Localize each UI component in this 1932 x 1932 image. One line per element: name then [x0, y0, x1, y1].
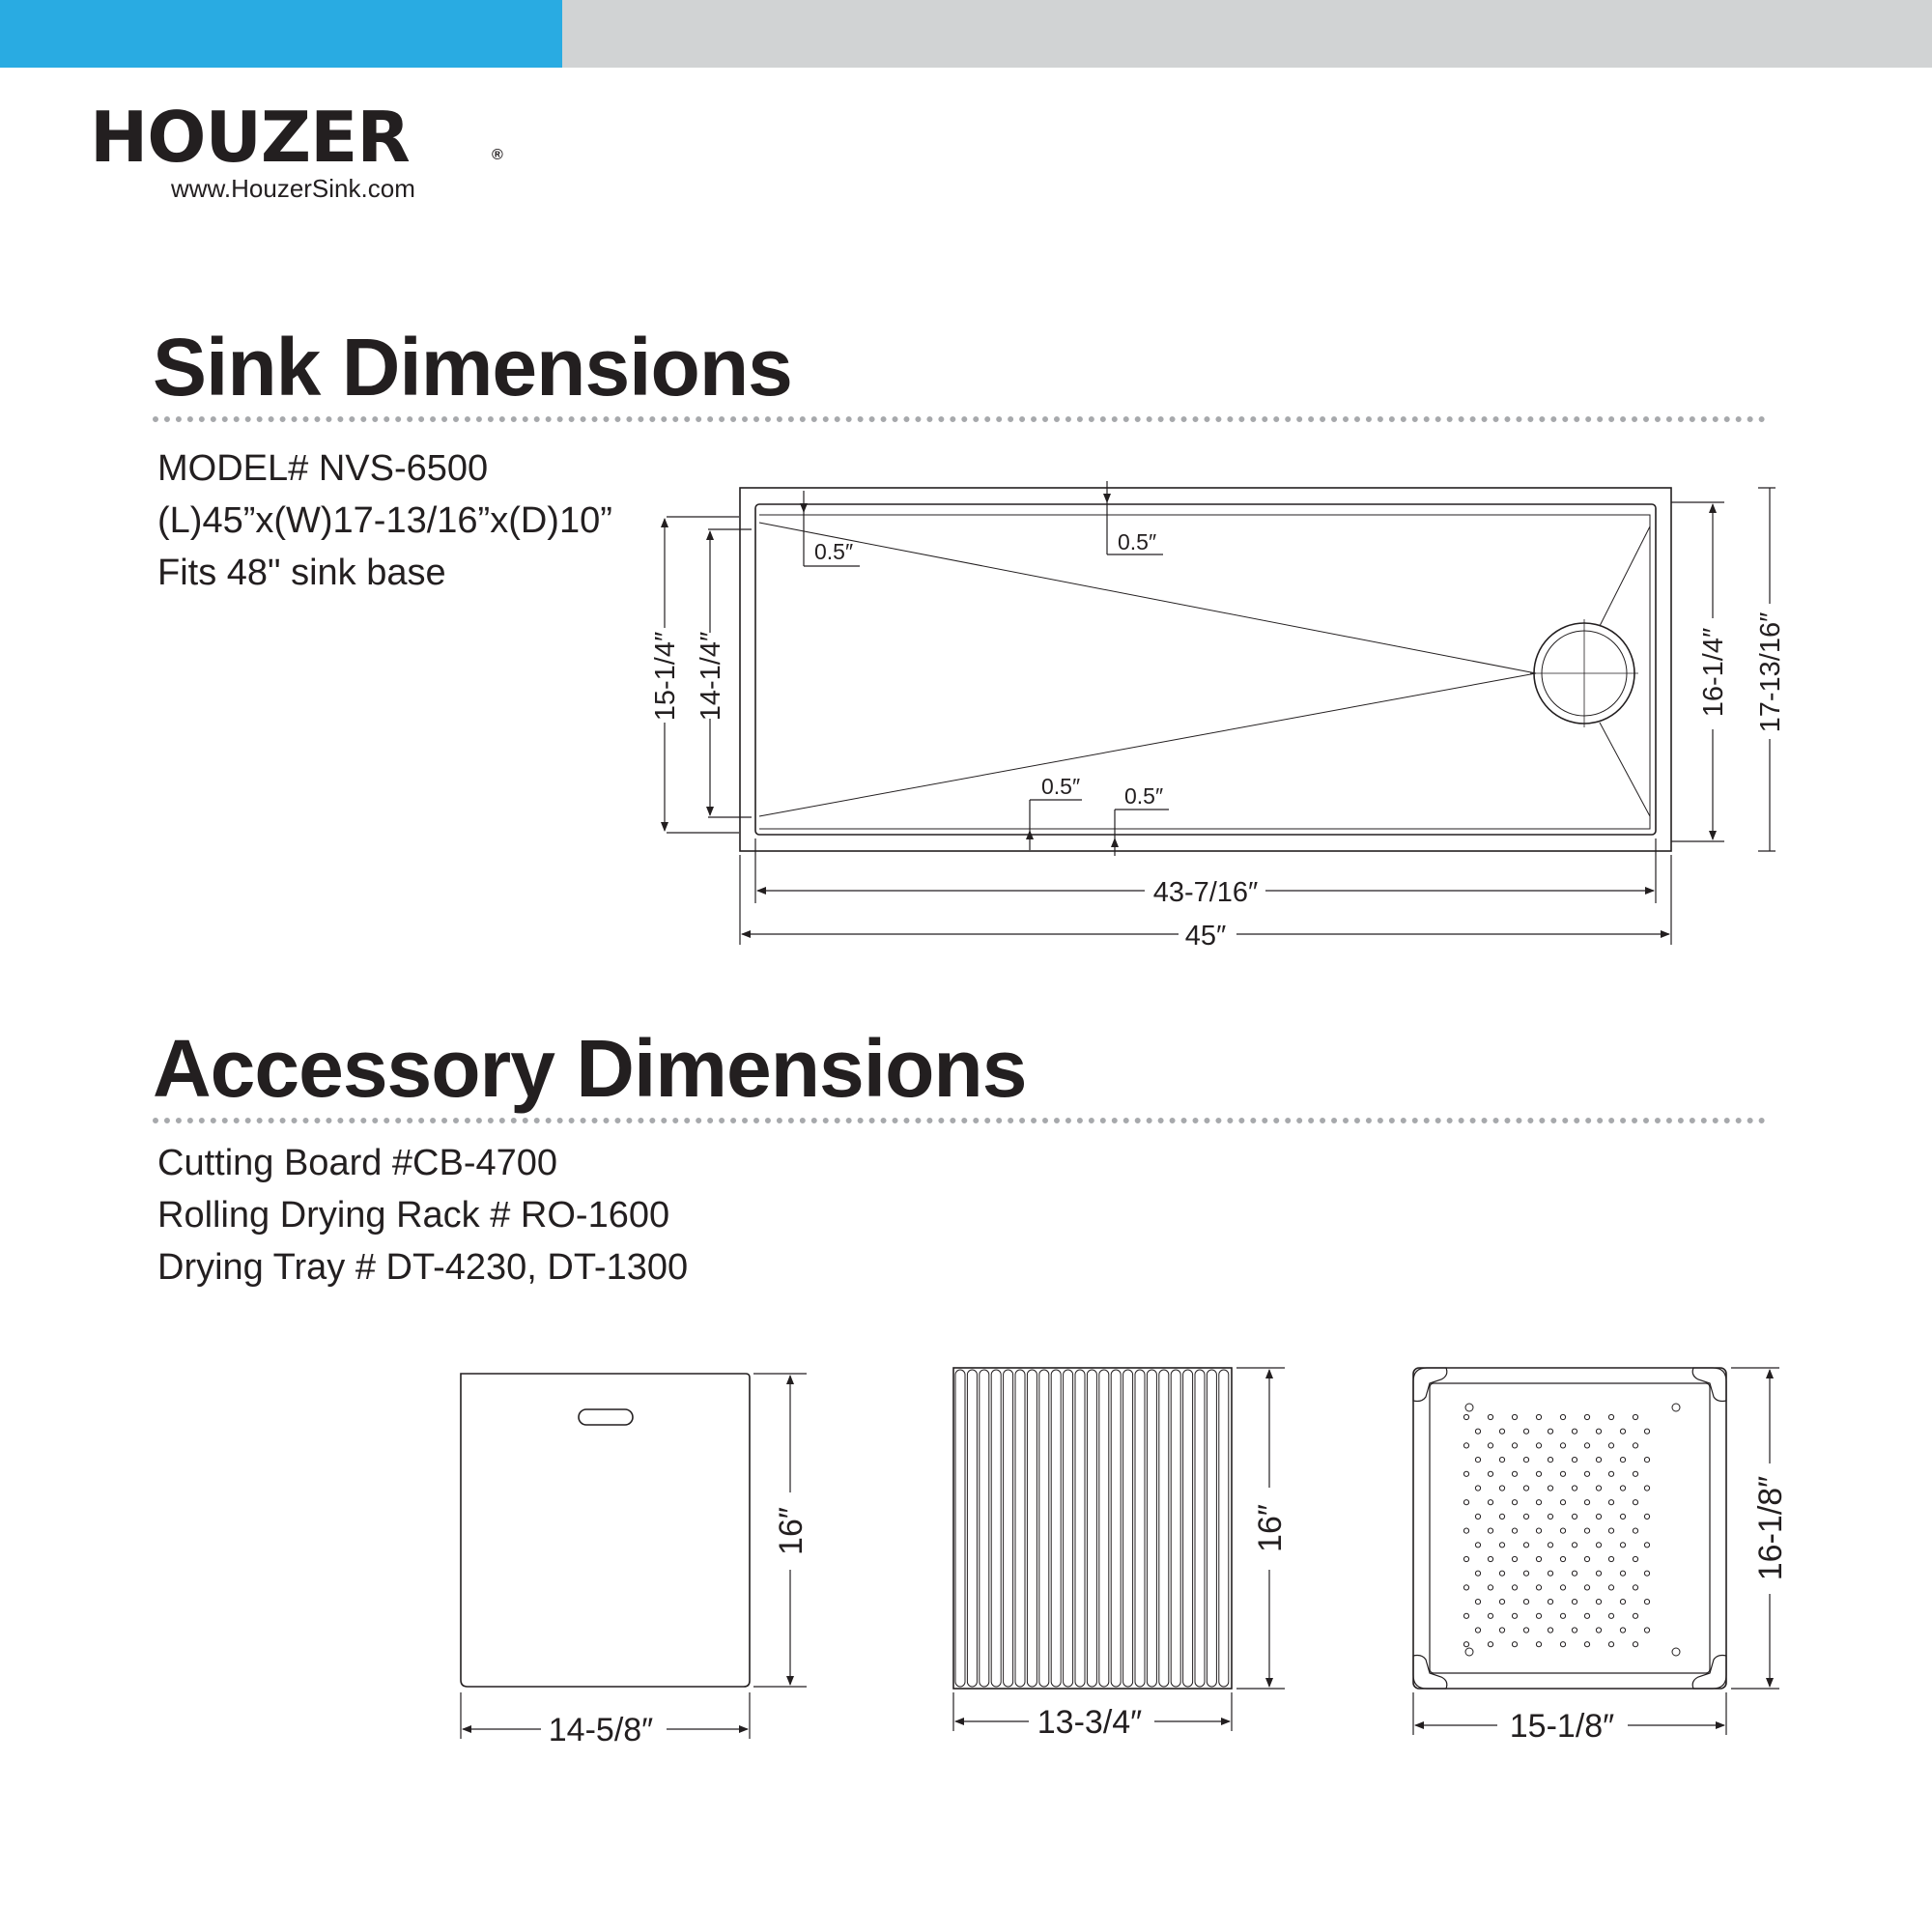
tray-corner-hole: [1465, 1648, 1473, 1656]
rack-bar: [1207, 1370, 1216, 1687]
drying-tray-height-label: 16-1/8″: [1752, 1475, 1789, 1581]
tray-hole: [1512, 1500, 1517, 1505]
sink-base-line: Fits 48" sink base: [157, 553, 446, 593]
tray-hole: [1596, 1571, 1601, 1576]
tray-corner-hole: [1672, 1648, 1680, 1656]
tray-hole: [1572, 1543, 1577, 1548]
tray-hole: [1548, 1628, 1552, 1633]
rolling-rack-drawing: [953, 1368, 1232, 1689]
tray-hole: [1548, 1458, 1552, 1463]
slope-label-bottom-mid: 0.5″: [1041, 774, 1081, 799]
tray-hole: [1620, 1458, 1625, 1463]
tray-hole: [1536, 1613, 1541, 1618]
tray-hole: [1596, 1514, 1601, 1519]
tray-hole: [1523, 1514, 1528, 1519]
tray-hole: [1548, 1429, 1552, 1434]
tray-hole: [1488, 1585, 1492, 1590]
tray-hole: [1572, 1628, 1577, 1633]
rack-bar: [1051, 1370, 1061, 1687]
tray-hole: [1548, 1600, 1552, 1605]
right-outer-height-label: 17-13/16″: [1755, 611, 1786, 733]
outer-length-label: 45″: [1184, 921, 1227, 952]
tray-hole: [1475, 1486, 1480, 1491]
tray-hole: [1523, 1486, 1528, 1491]
tray-hole: [1572, 1600, 1577, 1605]
slope-label-top-left: 0.5″: [814, 539, 854, 564]
rack-bar: [1111, 1370, 1121, 1687]
rack-bar: [1135, 1370, 1145, 1687]
tray-hole: [1536, 1471, 1541, 1476]
tray-hole: [1584, 1556, 1589, 1561]
registered-mark: ®: [492, 147, 503, 163]
tray-hole: [1608, 1642, 1613, 1647]
slope-indicators: [804, 481, 1169, 856]
rack-bar: [1159, 1370, 1169, 1687]
tray-hole: [1512, 1528, 1517, 1533]
tray-hole: [1463, 1642, 1468, 1647]
tray-hole: [1620, 1543, 1625, 1548]
tray-hole: [1488, 1443, 1492, 1448]
tray-hole: [1644, 1543, 1649, 1548]
tray-corner-hole: [1465, 1404, 1473, 1411]
tray-hole: [1463, 1471, 1468, 1476]
tray-hole: [1608, 1613, 1613, 1618]
drying-tray-dimensions: [1413, 1368, 1779, 1735]
tray-hole: [1523, 1600, 1528, 1605]
tray-hole: [1620, 1600, 1625, 1605]
tray-hole: [1633, 1613, 1637, 1618]
tray-hole: [1560, 1556, 1565, 1561]
rolling-rack-width-label: 13-3/4″: [1037, 1704, 1143, 1741]
tray-hole: [1584, 1642, 1589, 1647]
tray-hole: [1584, 1443, 1589, 1448]
tray-hole: [1488, 1528, 1492, 1533]
accessory-section-title: Accessory Dimensions: [153, 1023, 1027, 1114]
tray-hole: [1560, 1613, 1565, 1618]
tray-hole: [1596, 1458, 1601, 1463]
tray-hole: [1608, 1585, 1613, 1590]
tray-hole: [1475, 1514, 1480, 1519]
tray-hole: [1572, 1429, 1577, 1434]
tray-hole: [1620, 1571, 1625, 1576]
drying-rack-line: Rolling Drying Rack # RO-1600: [157, 1195, 670, 1236]
tray-hole: [1560, 1585, 1565, 1590]
tray-hole: [1633, 1471, 1637, 1476]
tray-hole: [1633, 1443, 1637, 1448]
rack-bar: [1183, 1370, 1193, 1687]
tray-hole: [1523, 1628, 1528, 1633]
rack-bar: [1027, 1370, 1037, 1687]
drying-tray-inner: [1430, 1383, 1710, 1673]
cutting-board-dimensions: [461, 1374, 807, 1739]
tray-hole: [1560, 1500, 1565, 1505]
tray-hole: [1596, 1486, 1601, 1491]
cutting-board-line: Cutting Board #CB-4700: [157, 1143, 558, 1183]
tray-hole: [1608, 1471, 1613, 1476]
tray-hole: [1499, 1600, 1504, 1605]
tray-hole: [1644, 1628, 1649, 1633]
tray-hole: [1488, 1556, 1492, 1561]
rack-bar: [1064, 1370, 1073, 1687]
tray-hole: [1548, 1571, 1552, 1576]
cutting-board-outline: [461, 1374, 750, 1687]
sink-model-line: MODEL# NVS-6500: [157, 448, 489, 489]
tray-hole: [1536, 1556, 1541, 1561]
tray-hole: [1620, 1486, 1625, 1491]
tray-hole: [1536, 1500, 1541, 1505]
sink-outer-rim: [740, 488, 1671, 851]
tray-hole: [1644, 1486, 1649, 1491]
tray-hole: [1463, 1528, 1468, 1533]
tray-hole: [1523, 1458, 1528, 1463]
tray-hole: [1475, 1429, 1480, 1434]
tray-hole: [1548, 1486, 1552, 1491]
rack-bar: [991, 1370, 1001, 1687]
rolling-rack-outline: [953, 1368, 1232, 1689]
tray-hole: [1644, 1571, 1649, 1576]
tray-hole: [1499, 1514, 1504, 1519]
tray-hole: [1596, 1600, 1601, 1605]
tray-hole: [1572, 1514, 1577, 1519]
tray-hole: [1572, 1486, 1577, 1491]
slope-label-top-mid: 0.5″: [1118, 529, 1157, 554]
tray-hole: [1596, 1628, 1601, 1633]
tray-hole: [1523, 1543, 1528, 1548]
tray-hole: [1608, 1443, 1613, 1448]
tray-hole: [1584, 1500, 1589, 1505]
tray-hole: [1512, 1642, 1517, 1647]
tray-hole: [1499, 1628, 1504, 1633]
tray-hole: [1633, 1642, 1637, 1647]
tray-hole: [1488, 1414, 1492, 1419]
drying-tray-perforations: [1463, 1404, 1680, 1656]
sink-size-line: (L)45”x(W)17-13/16”x(D)10”: [157, 500, 612, 541]
drying-tray-line: Drying Tray # DT-4230, DT-1300: [157, 1247, 689, 1288]
rack-bar: [967, 1370, 977, 1687]
tray-hole: [1596, 1429, 1601, 1434]
rack-bar: [1099, 1370, 1109, 1687]
tray-hole: [1633, 1585, 1637, 1590]
tray-hole: [1536, 1414, 1541, 1419]
rack-bar: [980, 1370, 989, 1687]
tray-hole: [1644, 1429, 1649, 1434]
rack-bar: [1123, 1370, 1133, 1687]
tray-hole: [1512, 1471, 1517, 1476]
tray-hole: [1499, 1429, 1504, 1434]
right-inner-height-label: 16-1/4″: [1698, 627, 1729, 718]
tray-hole: [1488, 1471, 1492, 1476]
tray-hole: [1512, 1556, 1517, 1561]
drying-tray-outline: [1413, 1368, 1726, 1689]
rack-bar: [955, 1370, 965, 1687]
rack-bar: [1039, 1370, 1049, 1687]
tray-hole: [1463, 1556, 1468, 1561]
tray-hole: [1560, 1642, 1565, 1647]
tray-hole: [1488, 1642, 1492, 1647]
tray-hole: [1463, 1414, 1468, 1419]
inner-length-label: 43-7/16″: [1152, 877, 1259, 908]
tray-hole: [1548, 1514, 1552, 1519]
rack-bar: [1195, 1370, 1205, 1687]
left-inner-height-label: 14-1/4″: [696, 631, 726, 722]
tray-hole: [1644, 1600, 1649, 1605]
tray-hole: [1488, 1500, 1492, 1505]
tray-hole: [1560, 1471, 1565, 1476]
tray-hole: [1560, 1414, 1565, 1419]
tray-hole: [1463, 1585, 1468, 1590]
cutting-board-height-label: 16″: [773, 1507, 810, 1555]
tray-hole: [1548, 1543, 1552, 1548]
tray-hole: [1644, 1514, 1649, 1519]
left-outer-height-label: 15-1/4″: [650, 631, 681, 722]
tray-hole: [1488, 1613, 1492, 1618]
drying-tray-width-label: 15-1/8″: [1509, 1708, 1615, 1745]
slope-label-bottom-right: 0.5″: [1124, 783, 1164, 809]
tray-hole: [1584, 1528, 1589, 1533]
tray-hole: [1633, 1556, 1637, 1561]
tray-hole: [1644, 1458, 1649, 1463]
tray-hole: [1463, 1500, 1468, 1505]
tray-hole: [1584, 1613, 1589, 1618]
tray-hole: [1633, 1528, 1637, 1533]
tray-hole: [1463, 1443, 1468, 1448]
rolling-rack-height-label: 16″: [1252, 1504, 1289, 1552]
tray-hole: [1633, 1414, 1637, 1419]
tray-hole: [1608, 1414, 1613, 1419]
tray-hole: [1536, 1443, 1541, 1448]
tray-hole: [1536, 1528, 1541, 1533]
tray-hole: [1475, 1458, 1480, 1463]
tray-hole: [1620, 1514, 1625, 1519]
tray-hole: [1536, 1585, 1541, 1590]
sink-plan-drawing: [740, 488, 1671, 851]
tray-hole: [1608, 1500, 1613, 1505]
rack-bar: [1004, 1370, 1013, 1687]
sink-section-title: Sink Dimensions: [153, 322, 792, 412]
tray-hole: [1596, 1543, 1601, 1548]
tray-hole: [1523, 1429, 1528, 1434]
sink-slope-line: [1600, 723, 1650, 816]
rack-bar: [1075, 1370, 1085, 1687]
rack-bar: [1147, 1370, 1156, 1687]
drying-tray-drawing: [1413, 1368, 1726, 1689]
tray-hole: [1499, 1458, 1504, 1463]
tray-hole: [1499, 1486, 1504, 1491]
tray-hole: [1475, 1543, 1480, 1548]
tray-hole: [1620, 1628, 1625, 1633]
rack-bar: [1087, 1370, 1096, 1687]
tray-hole: [1475, 1571, 1480, 1576]
tray-hole: [1620, 1429, 1625, 1434]
tray-hole: [1584, 1471, 1589, 1476]
sink-inner-rim: [755, 504, 1656, 835]
cutting-board-width-label: 14-5/8″: [548, 1712, 654, 1748]
tray-hole: [1512, 1613, 1517, 1618]
tray-hole: [1560, 1528, 1565, 1533]
tray-hole: [1608, 1528, 1613, 1533]
tray-hole: [1572, 1458, 1577, 1463]
tray-hole: [1512, 1585, 1517, 1590]
brand-url: www.HouzerSink.com: [171, 174, 415, 203]
rack-bar: [1171, 1370, 1180, 1687]
tray-hole: [1633, 1500, 1637, 1505]
tray-corner-hole: [1672, 1404, 1680, 1411]
rack-bar: [1015, 1370, 1025, 1687]
tray-hole: [1523, 1571, 1528, 1576]
sink-slope-line: [1600, 526, 1650, 626]
tray-hole: [1475, 1600, 1480, 1605]
tray-hole: [1463, 1613, 1468, 1618]
tray-hole: [1560, 1443, 1565, 1448]
tray-hole: [1512, 1414, 1517, 1419]
brand-logo: HOUZER: [90, 97, 410, 178]
tray-hole: [1499, 1543, 1504, 1548]
tray-hole: [1584, 1585, 1589, 1590]
tray-hole: [1499, 1571, 1504, 1576]
tray-hole: [1584, 1414, 1589, 1419]
cutting-board-drawing: [461, 1374, 750, 1687]
rack-bar: [1219, 1370, 1229, 1687]
tray-hole: [1512, 1443, 1517, 1448]
tray-hole: [1572, 1571, 1577, 1576]
tray-hole: [1536, 1642, 1541, 1647]
cutting-board-handle: [579, 1409, 633, 1425]
tray-hole: [1475, 1628, 1480, 1633]
sink-bowl-edge: [759, 515, 1650, 829]
tray-hole: [1608, 1556, 1613, 1561]
